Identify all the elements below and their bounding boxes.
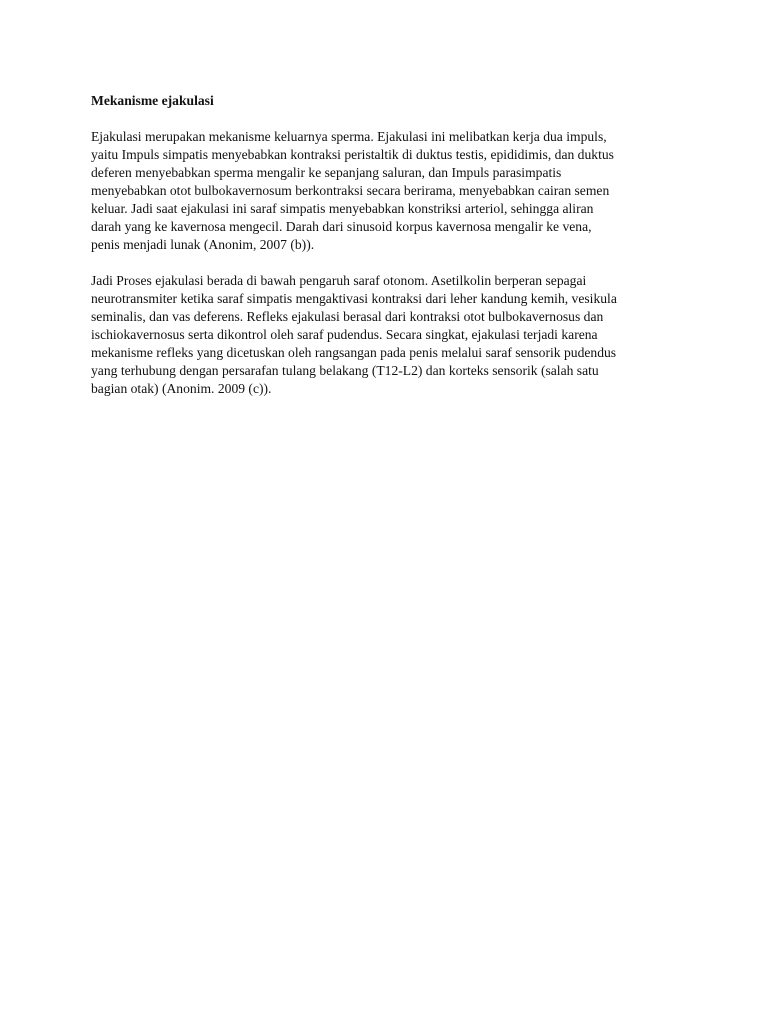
paragraph-line: neurotransmiter ketika saraf simpatis mengaktivasi kontraksi dari leher kandung kemih, vesikula <box>91 291 617 306</box>
paragraph-line: deferen menyebabkan sperma mengalir ke sepanjang saluran, dan Impuls parasimpatis <box>91 165 562 180</box>
paragraph-line: menyebabkan otot bulbokavernosum berkontraksi secara berirama, menyebabkan cairan semen <box>91 183 610 198</box>
paragraph-line: mekanisme refleks yang dicetuskan oleh rangsangan pada penis melalui saraf sensorik pudendus <box>91 345 617 360</box>
document-body <box>91 92 681 416</box>
paragraph-line: Jadi Proses ejakulasi berada di bawah pengaruh saraf otonom. Asetilkolin berperan sepagai <box>91 273 587 288</box>
paragraph-line: seminalis, dan vas deferens. Refleks ejakulasi berasal dari kontraksi otot bulbokavernosus dan <box>91 309 604 324</box>
paragraph-line: Ejakulasi merupakan mekanisme keluarnya sperma. Ejakulasi ini melibatkan kerja dua impuls, <box>91 129 607 144</box>
paragraph-1 <box>91 128 681 254</box>
paragraph-line: darah yang ke kavernosa mengecil. Darah dari sinusoid korpus kavernosa mengalir ke vena, <box>91 219 592 234</box>
paragraph-line: bagian otak) (Anonim. 2009 (c)). <box>91 381 272 396</box>
paragraph-2 <box>91 272 681 398</box>
document-title: Mekanisme ejakulasi <box>91 93 214 108</box>
paragraph-line: yaitu Impuls simpatis menyebabkan kontraksi peristaltik di duktus testis, epididimis, dan duktus <box>91 147 614 162</box>
paragraph-line: ischiokavernosus serta dikontrol oleh saraf pudendus. Secara singkat, ejakulasi terjadi karena <box>91 327 598 342</box>
paragraph-line: yang terhubung dengan persarafan tulang belakang (T12-L2) dan korteks sensorik (salah satu <box>91 363 599 378</box>
paragraph-line: keluar. Jadi saat ejakulasi ini saraf simpatis menyebabkan konstriksi arteriol, sehingga aliran <box>91 201 594 216</box>
paragraph-line: penis menjadi lunak (Anonim, 2007 (b)). <box>91 237 315 252</box>
